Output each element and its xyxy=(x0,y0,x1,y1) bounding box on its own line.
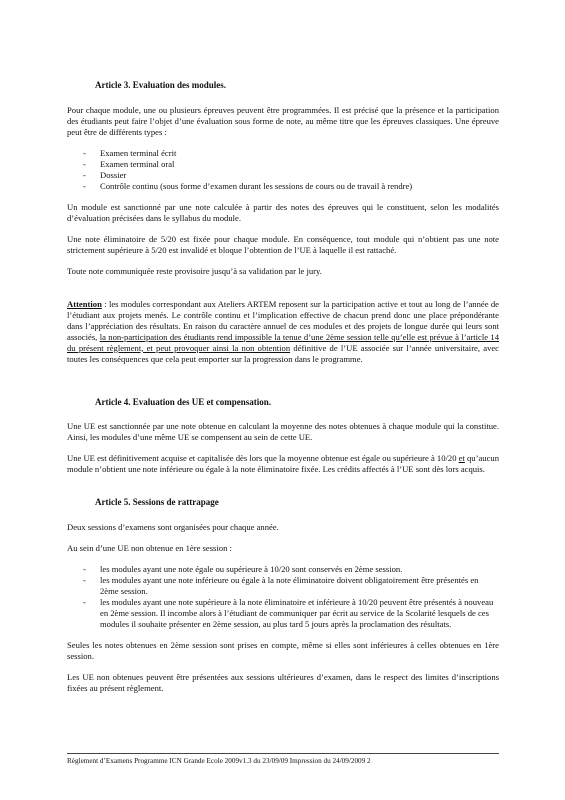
document-body xyxy=(67,80,499,704)
article-5-paragraph-1: Deux sessions d’examens sont organisées pour chaque année. xyxy=(67,521,279,532)
attention-underlined-text: la non-participation des étudiants rend impossible la tenue d’une 2ème session telle qu’elle est prévue à l’article 14 du présent règlement, et peut provoquer ainsi la non obtention xyxy=(67,331,499,353)
list-item: - Dossier xyxy=(67,170,499,181)
article-5-paragraph-4: Les UE non obtenues peuvent être présentées aux sessions ultérieures d’examen, dans le respect des limites d’inscriptions fixées au présent règlement. xyxy=(67,671,499,693)
article-5-paragraph-2: Au sein d’une UE non obtenue en 1ère session : xyxy=(67,542,232,553)
attention-paragraph xyxy=(67,299,499,365)
article-4-paragraph-1: Une UE est sanctionnée par une note obtenue en calculant la moyenne des notes obtenues à chaque module qui la constitue. Ainsi, les modules d’une même UE se compensent au sein de cette UE. xyxy=(67,421,499,443)
article-3-title: Article 3. Evaluation des modules. xyxy=(95,80,227,90)
attention-text-end: définitive de l’UE associée sur l’année universitaire, avec toutes les conséquences que cela peut emporter sur la progression dans le programme. xyxy=(67,342,499,364)
article-4-paragraph-2 xyxy=(67,453,499,475)
article-5-paragraph-3: Seules les notes obtenues en 2ème session sont prises en compte, même si elles sont inférieures à celles obtenues en 1ère session. xyxy=(67,639,499,661)
list-item: - Contrôle continu (sous forme d’examen durant les sessions de cours ou de travail à rendre) xyxy=(67,181,499,192)
evaluation-types-list xyxy=(67,148,499,192)
list-item: - les modules ayant une note égale ou supérieure à 10/20 sont conservés en 2ème session. xyxy=(67,564,499,575)
article-5-title: Article 5. Sessions de rattrapage xyxy=(95,497,219,508)
article-4-title: Article 4. Evaluation des UE et compensation. xyxy=(95,396,271,407)
list-item: - les modules ayant une note inférieure ou égale à la note éliminatoire doivent obligatoirement être présentés en 2ème session. xyxy=(67,575,499,597)
article-4-text-start: Une UE est définitivement acquise et capitalisée dès lors que la moyenne obtenue est égale ou supérieure à 10/20 xyxy=(67,453,459,464)
attention-text-start: : les modules correspondant aux Ateliers ARTEM reposent sur la participation active et tout au long de l’année de l’étudiant aux projets menés. Le contrôle continu et l’implication effective de chacun prend donc une place prépondérante dans l’appréciation des résultats. En raison du caractère annuel de ces modules et des projets de longue durée qui leurs sont associés, xyxy=(67,298,499,342)
list-item: - Examen terminal oral xyxy=(67,159,499,170)
retake-rules-list xyxy=(67,564,499,630)
list-item: - les modules ayant une note supérieure à la note éliminatoire et inférieure à 10/20 peuvent être présentés à nouveau en 2ème session. Il incombe alors à l’étudiant de communiquer par écrit au service de la Scolarité lesquels de ces modules il souhaite présenter en 2ème session, au plus tard 5 jours après la proclamation des résultats. xyxy=(67,597,499,630)
article-4-underlined-et: et xyxy=(458,453,465,464)
page-footer: Règlement d’Examens Programme ICN Grande Ecole 2009v1.3 du 23/09/09 Impression du 24/09/2009 2 xyxy=(67,753,499,766)
article-3-paragraph-4: Toute note communiquée reste provisoire jusqu’à sa validation par le jury. xyxy=(67,265,322,276)
article-4-text-end: qu’aucun module n’obtient une note inférieure ou égale à la note éliminatoire fixée. Les crédits affectés à l’UE sont dès lors acquis. xyxy=(67,453,499,475)
attention-label: Attention xyxy=(67,298,102,309)
article-3-paragraph-1: Pour chaque module, une ou plusieurs épreuves peuvent être programmées. Il est précisé que la présence et la participation des étudiants peut faire l’objet d’une évaluation sous forme de note, au même titre que les épreuves classiques. Une épreuve peut être de différents types : xyxy=(67,104,499,137)
article-3-paragraph-2: Un module est sanctionné par une note calculée à partir des notes des épreuves qui le constituent, selon les modalités d’évaluation précisées dans le syllabus du module. xyxy=(67,201,499,223)
article-3-paragraph-3: Une note éliminatoire de 5/20 est fixée pour chaque module. En conséquence, tout module qui n’obtient pas une note strictement supérieure à 5/20 est invalidé et bloque l’obtention de l’UE à laquelle il est rattaché. xyxy=(67,233,499,255)
list-item: - Examen terminal écrit xyxy=(67,148,499,159)
